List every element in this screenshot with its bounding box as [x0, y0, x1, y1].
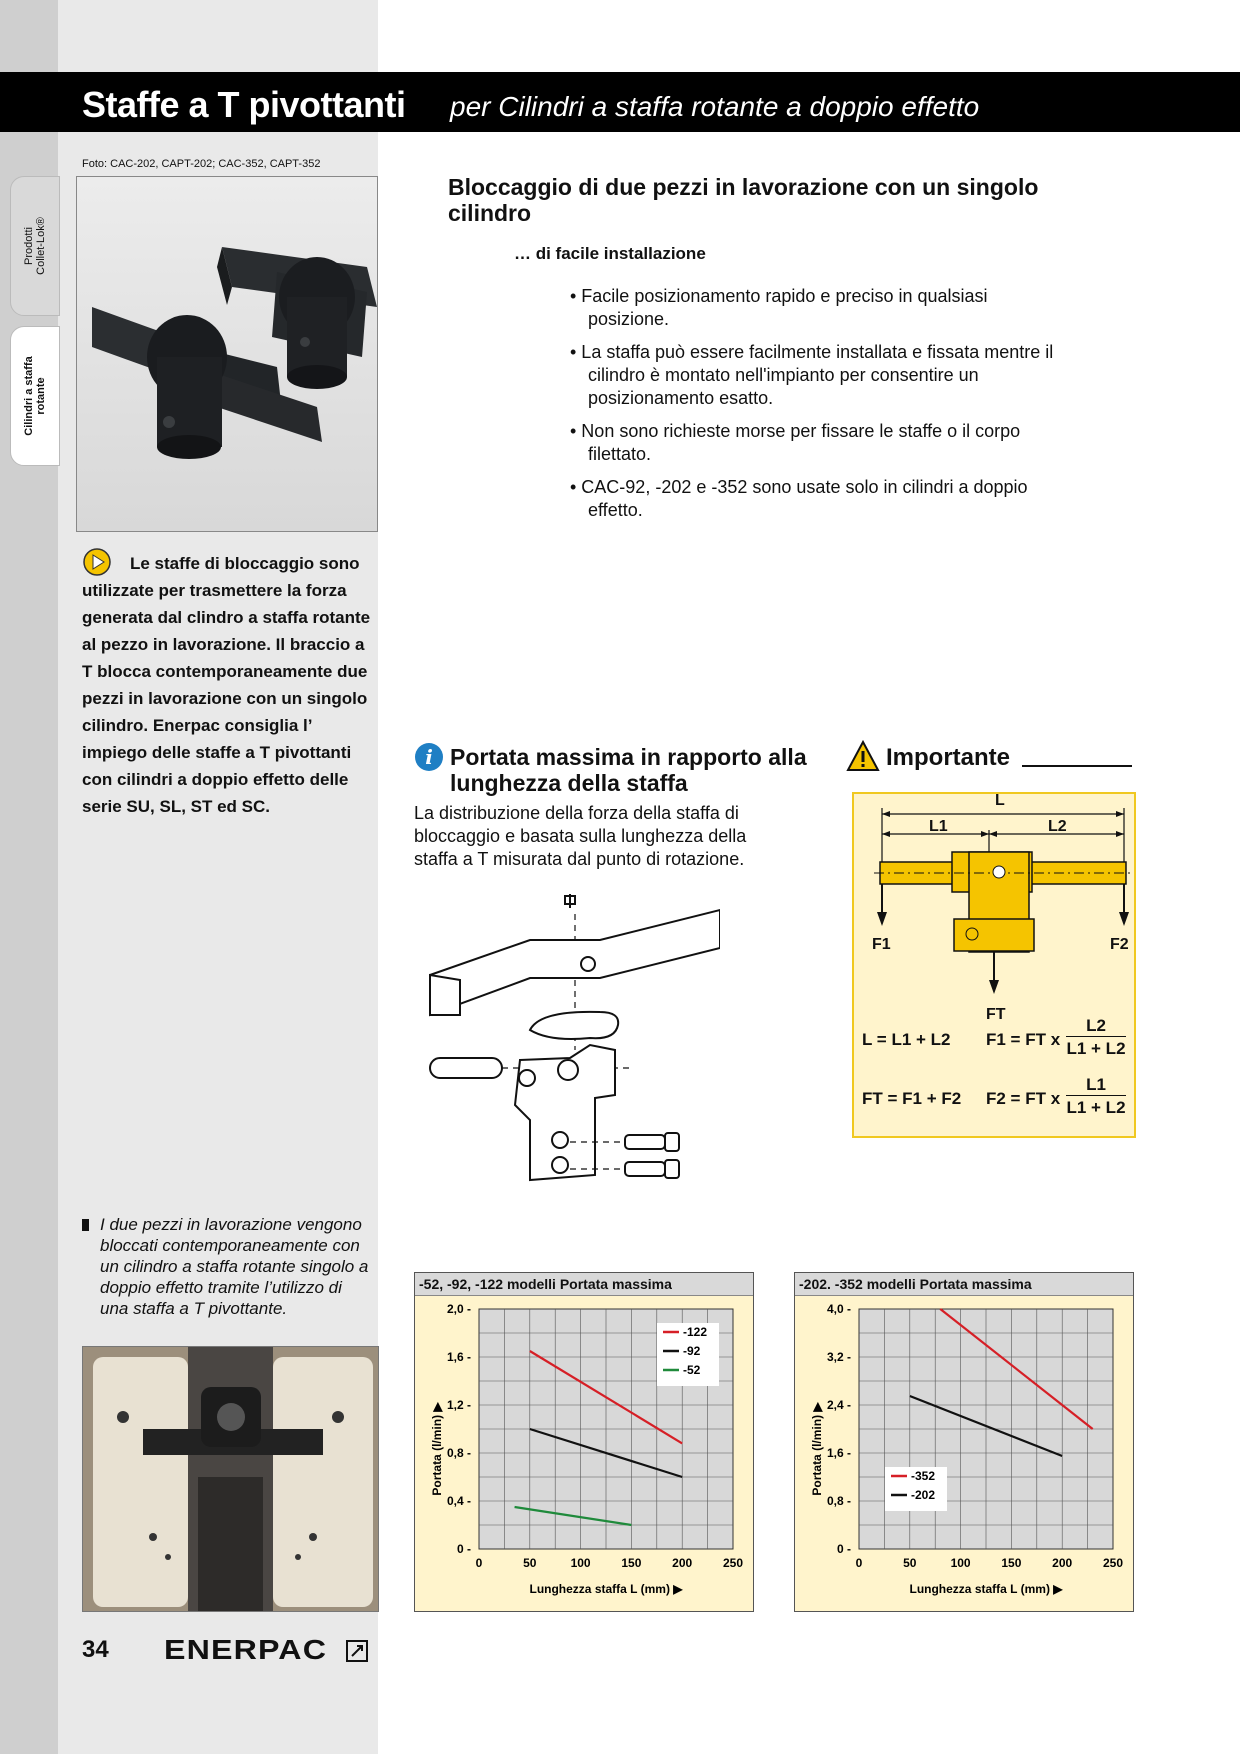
label-ft: FT — [986, 1006, 1006, 1023]
x-axis-label: Lunghezza staffa L (mm) ▶ — [909, 1582, 1063, 1596]
list-item: • La staffa può essere facilmente installata e fissata mentre il cilindro è montato nell'impianto per consentire un posizionamento esatto. — [570, 342, 1054, 408]
subheading: … di facile installazione — [514, 244, 706, 263]
chart-plot — [415, 1295, 753, 1611]
heading-rule — [1022, 765, 1132, 767]
importante-heading: Importante — [886, 744, 1011, 771]
feature-list — [570, 285, 1060, 532]
page-subtitle: per Cilindri a staffa rotante a doppio effetto — [450, 91, 980, 122]
x-tick-label: 50 — [523, 1556, 537, 1570]
photo-caption: Foto: CAC-202, CAPT-202; CAC-352, CAPT-352 — [82, 158, 321, 170]
brand-mark-icon — [346, 1640, 368, 1662]
product-photo — [76, 176, 378, 532]
y-tick-label: 0 - — [836, 1542, 851, 1556]
legend-label: -122 — [683, 1325, 708, 1339]
importante-box — [852, 792, 1136, 1138]
x-tick-label: 100 — [570, 1556, 591, 1570]
y-axis-label: Portata (l/min) ▶ — [810, 1402, 824, 1496]
x-tick-label: 100 — [950, 1556, 971, 1570]
list-item: • CAC-92, -202 e -352 sono usate solo in cilindri a doppio effetto. — [570, 477, 1028, 520]
x-tick-label: 150 — [621, 1556, 642, 1570]
fixture-photo — [82, 1346, 379, 1612]
y-tick-label: 1,2 - — [446, 1398, 471, 1412]
formula-l: L = L1 + L2 — [862, 1030, 951, 1049]
legend-label: -202 — [911, 1488, 936, 1502]
x-tick-label: 200 — [1052, 1556, 1073, 1570]
chart-small-models — [414, 1272, 754, 1612]
brand-logo: ENERPAC — [164, 1634, 328, 1665]
legend-label: -52 — [683, 1363, 701, 1377]
y-tick-label: 1,6 - — [446, 1350, 471, 1364]
x-tick-label: 0 — [475, 1556, 483, 1570]
y-tick-label: 1,6 - — [826, 1446, 851, 1460]
x-tick-label: 0 — [855, 1556, 863, 1570]
chart-plot — [795, 1295, 1133, 1611]
y-tick-label: 2,4 - — [826, 1398, 851, 1412]
label-l2: L2 — [1048, 818, 1067, 835]
tab-collet-lok-label: Prodotti Collet-Lok® — [23, 217, 47, 275]
x-axis-label: Lunghezza staffa L (mm) ▶ — [529, 1582, 683, 1596]
y-tick-label: 0,4 - — [446, 1494, 471, 1508]
warning-icon — [846, 740, 880, 772]
chart-title: -202. -352 modelli Portata massima — [795, 1273, 1133, 1296]
label-f2: F2 — [1110, 936, 1129, 953]
sidebar-text: Le staffe di bloccaggio sono utilizzate per trasmettere la forza generata dal clindro a staffa rotante al pezzo in lavorazione. Il braccio a T blocca contemporaneamente due pezzi in lavorazione con un singolo cilindro. Enerpac consiglia l’ impiego delle staffe a T pivottanti con cilindri a doppio effetto delle serie SU, SL, ST ed SC. — [82, 554, 371, 816]
legend-label: -92 — [683, 1344, 701, 1358]
main-heading: Bloccaggio di due pezzi in lavorazione con un singolo cilindro — [448, 174, 1039, 226]
list-item: • Facile posizionamento rapido e preciso in qualsiasi posizione. — [570, 286, 988, 329]
exploded-drawing — [420, 880, 720, 1200]
x-tick-label: 250 — [1102, 1556, 1124, 1570]
formula-f1-den: L1 + L2 — [1066, 1039, 1126, 1058]
y-tick-label: 0,8 - — [826, 1494, 851, 1508]
page-number: 34 — [82, 1636, 109, 1663]
formula-ft: FT = F1 + F2 — [862, 1089, 962, 1108]
tab-cilindri-staffa-rotante[interactable] — [10, 326, 60, 466]
tab-collet-lok[interactable] — [10, 176, 60, 316]
bottom-caption: I due pezzi in lavorazione vengono bloccati contemporaneamente con un cilindro a staffa rotante singolo a doppio effetto tramite l’utilizzo di una staffa a T pivottante. — [100, 1215, 369, 1318]
tab-cilindri-label: Cilindri a staffa rotante — [23, 356, 47, 436]
list-item: • Non sono richieste morse per fissare le staffe o il corpo filettato. — [570, 421, 1021, 464]
formula-f2-num: L1 — [1066, 1075, 1126, 1096]
formula-f2-den: L1 + L2 — [1066, 1098, 1126, 1117]
label-l1: L1 — [929, 818, 948, 835]
y-tick-label: 4,0 - — [826, 1302, 851, 1316]
y-tick-label: 0,8 - — [446, 1446, 471, 1460]
legend-label: -352 — [911, 1469, 936, 1483]
label-f1: F1 — [872, 936, 891, 953]
chart-large-models — [794, 1272, 1134, 1612]
info-icon — [414, 742, 444, 772]
formula-f1-num: L2 — [1066, 1016, 1126, 1037]
portata-heading: Portata massima in rapporto alla lunghezza della staffa — [450, 744, 807, 796]
x-tick-label: 50 — [903, 1556, 917, 1570]
caption-marker — [82, 1219, 89, 1231]
x-tick-label: 200 — [672, 1556, 693, 1570]
portata-text: La distribuzione della forza della staffa di bloccaggio e basata sulla lunghezza della staffa a T misurata dal punto di rotazione. — [414, 803, 747, 869]
formula-f1-left: F1 = FT x — [986, 1030, 1061, 1049]
y-axis-label: Portata (l/min) ▶ — [430, 1402, 444, 1496]
page-title: Staffe a T pivottanti — [82, 84, 406, 125]
chart-title: -52, -92, -122 modelli Portata massima — [415, 1273, 753, 1296]
x-tick-label: 150 — [1001, 1556, 1022, 1570]
y-tick-label: 0 - — [456, 1542, 471, 1556]
svg-text:i: i — [425, 745, 433, 769]
label-l: L — [995, 792, 1005, 809]
y-tick-label: 3,2 - — [826, 1350, 851, 1364]
formula-f2-left: F2 = FT x — [986, 1089, 1061, 1108]
y-tick-label: 2,0 - — [446, 1302, 471, 1316]
x-tick-label: 250 — [722, 1556, 744, 1570]
